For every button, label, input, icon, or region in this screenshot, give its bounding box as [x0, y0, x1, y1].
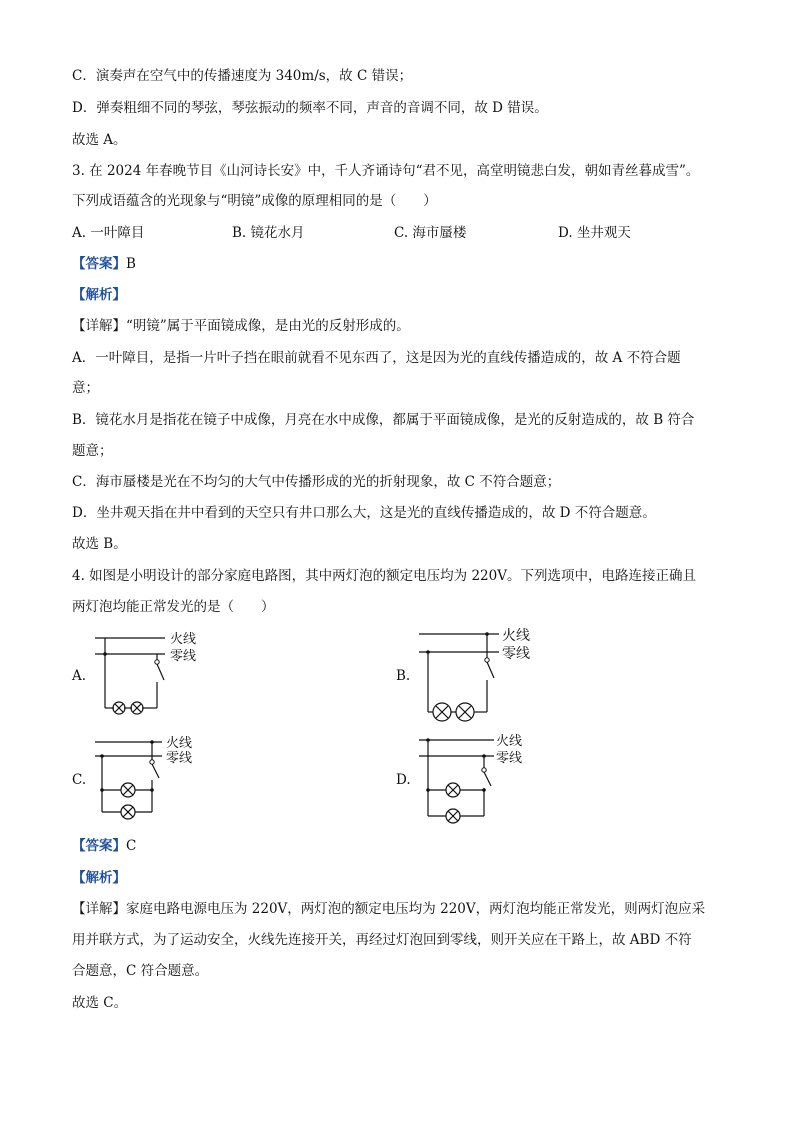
- q3-a-explanation-line-1: A．一叶障目，是指一片叶子挡在眼前就看不见东西了，这是因为光的直线传播造成的，故 A 不符合题: [72, 350, 681, 366]
- q3-option-d: D. 坐井观天: [558, 225, 631, 241]
- diagram-a-live-wire-label: 火线: [170, 632, 197, 647]
- q3-stem-line-2: 下列成语蕴含的光现象与“明镜”成像的原理相同的是（ ）: [72, 193, 437, 209]
- q3-option-c: C. 海市蜃楼: [394, 225, 467, 241]
- diagram-d-live-wire-label: 火线: [496, 734, 523, 749]
- q4-answer: [72, 836, 136, 856]
- q2-conclusion: 故选 A。: [72, 132, 127, 148]
- q3-answer-value: B: [126, 256, 136, 272]
- q3-b-explanation-line-1: B．镜花水月是指花在镜子中成像，月亮在水中成像，都属于平面镜成像，是光的反射造成的，故 B 符合: [72, 412, 695, 428]
- q2-option-c-explanation: C．演奏声在空气中的传播速度为 340m/s，故 C 错误；: [72, 68, 413, 84]
- q3-b-explanation-line-2: 题意；: [72, 443, 113, 459]
- q4-answer-value: C: [126, 838, 137, 854]
- q3-c-explanation: C．海市蜃楼是光在不均匀的大气中传播形成的光的折射现象，故 C 不符合题意；: [72, 474, 561, 490]
- q3-option-a: A. 一叶障目: [72, 225, 145, 241]
- q4-stem-line-1: 4. 如图是小明设计的部分家庭电路图，其中两灯泡的额定电压均为 220V。下列选项中，电路连接正确且: [72, 568, 696, 584]
- q3-option-b: B. 镜花水月: [232, 225, 305, 241]
- q4-option-a-label: A.: [72, 668, 87, 684]
- answer-tag: 【答案】: [72, 838, 126, 854]
- q3-detail: [72, 316, 410, 336]
- q3-conclusion: 故选 B。: [72, 536, 127, 552]
- answer-tag: 【答案】: [72, 256, 126, 272]
- diagram-b-live-wire-label: 火线: [502, 628, 530, 644]
- q4-detail-line-3: 合题意，C 符合题意。: [72, 963, 209, 979]
- q4-detail-line-2: 用并联方式，为了运动安全，火线先连接开关，再经过灯泡回到零线，则开关应在干路上，故 ABD 不符: [72, 932, 692, 948]
- analysis-tag: 【解析】: [72, 287, 126, 303]
- diagram-b-neutral-wire-label: 零线: [502, 646, 530, 662]
- q4-analysis-heading: [72, 868, 126, 888]
- q3-answer: [72, 254, 136, 274]
- q4-stem-line-2: 两灯泡均能正常发光的是（ ）: [72, 599, 275, 615]
- q3-a-explanation-line-2: 意；: [72, 380, 99, 396]
- detail-tag: 【详解】: [72, 318, 126, 334]
- analysis-tag: 【解析】: [72, 870, 126, 886]
- q3-detail-text: “明镜”属于平面镜成像，是由光的反射形成的。: [126, 318, 410, 334]
- q4-option-b-label: B.: [396, 668, 411, 684]
- detail-tag: 【详解】: [72, 901, 126, 917]
- q4-conclusion: 故选 C。: [72, 995, 128, 1011]
- diagram-a-neutral-wire-label: 零线: [170, 649, 197, 664]
- q3-analysis-heading: [72, 285, 126, 305]
- q2-option-d-explanation: D．弹奏粗细不同的琴弦，琴弦振动的频率不同，声音的音调不同，故 D 错误。: [72, 100, 548, 116]
- q4-option-c-label: C.: [72, 772, 87, 788]
- q4-option-d-label: D.: [396, 772, 411, 788]
- q4-detail-line-1: [72, 899, 705, 919]
- diagram-c-neutral-wire-label: 零线: [166, 751, 193, 766]
- diagram-c-live-wire-label: 火线: [166, 736, 193, 751]
- diagram-d-neutral-wire-label: 零线: [496, 751, 523, 766]
- q3-stem-line-1: 3. 在 2024 年春晚节目《山河诗长安》中，千人齐诵诗句“君不见，高堂明镜悲白发，朝如青丝暮成雪”。: [72, 163, 700, 179]
- q4-detail-text-1: 家庭电路电源电压为 220V，两灯泡的额定电压均为 220V，两灯泡均能正常发光，则两灯泡应采: [126, 901, 706, 917]
- q3-d-explanation: D．坐井观天指在井中看到的天空只有井口那么大，这是光的直线传播造成的，故 D 不符合题意。: [72, 505, 656, 521]
